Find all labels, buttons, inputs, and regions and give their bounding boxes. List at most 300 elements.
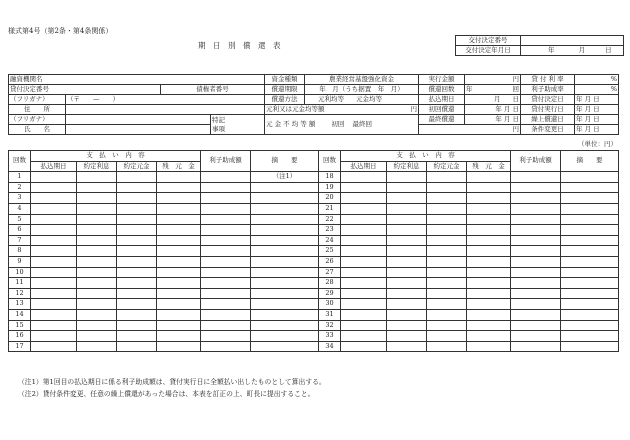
right-row-cell[interactable] bbox=[467, 278, 511, 289]
left-row-cell[interactable] bbox=[117, 267, 157, 278]
left-row-cell[interactable] bbox=[77, 267, 117, 278]
table-row bbox=[9, 214, 319, 225]
joken-hi: 日 bbox=[593, 125, 600, 133]
table-row bbox=[9, 225, 319, 236]
left-row-cell[interactable] bbox=[201, 267, 251, 278]
left-row-cell[interactable] bbox=[251, 309, 319, 320]
left-row-cell[interactable] bbox=[117, 182, 157, 193]
table-row bbox=[319, 203, 619, 214]
right-row-cell[interactable] bbox=[427, 320, 467, 331]
left-row-cell[interactable] bbox=[117, 214, 157, 225]
right-row-cell[interactable] bbox=[427, 309, 467, 320]
jikko-label: 実行金額 bbox=[419, 75, 465, 85]
right-row-cell[interactable] bbox=[387, 182, 427, 193]
left-row-cell[interactable] bbox=[117, 320, 157, 331]
left-row-cell[interactable] bbox=[31, 309, 77, 320]
left-row-cell[interactable] bbox=[157, 235, 201, 246]
jikkobi-nen: 年 bbox=[576, 105, 583, 113]
jikkobi-hi: 日 bbox=[593, 105, 600, 113]
left-row-cell[interactable] bbox=[117, 341, 157, 352]
table-row bbox=[9, 331, 319, 342]
right-row-cell[interactable] bbox=[561, 320, 619, 331]
shokai-nen: 年 bbox=[495, 105, 502, 113]
right-row-cell[interactable] bbox=[387, 214, 427, 225]
left-row-cell[interactable] bbox=[31, 341, 77, 352]
left-row-cell[interactable] bbox=[117, 288, 157, 299]
right-row-cell[interactable] bbox=[467, 288, 511, 299]
left-row-cell[interactable] bbox=[157, 288, 201, 299]
right-row-cell[interactable] bbox=[467, 267, 511, 278]
right-row-cell[interactable] bbox=[341, 309, 387, 320]
left-naiyo-header: 支 払 い 内 容 bbox=[31, 151, 201, 162]
left-row-cell[interactable] bbox=[201, 278, 251, 289]
josei-label: 利子助成率 bbox=[521, 85, 575, 95]
haraikomi-label: 払込期日 bbox=[419, 95, 465, 105]
right-row-cell[interactable] bbox=[467, 320, 511, 331]
right-row-cell[interactable] bbox=[387, 278, 427, 289]
right-tekiyo-header: 摘 要 bbox=[561, 151, 619, 172]
kuriage-hi: 日 bbox=[593, 115, 600, 123]
right-row-cell[interactable] bbox=[341, 288, 387, 299]
left-row-cell[interactable] bbox=[31, 193, 77, 204]
tokki-field[interactable] bbox=[211, 115, 265, 135]
left-row-cell[interactable] bbox=[117, 299, 157, 310]
left-row-number: 16 bbox=[9, 331, 31, 342]
right-row-number: 22 bbox=[319, 214, 341, 225]
left-row-cell[interactable] bbox=[157, 172, 201, 183]
right-row-cell[interactable] bbox=[511, 235, 561, 246]
left-row-cell[interactable] bbox=[201, 182, 251, 193]
jikkobi-field[interactable] bbox=[575, 105, 619, 115]
right-row-cell[interactable] bbox=[511, 172, 561, 183]
right-row-cell[interactable] bbox=[561, 331, 619, 342]
table-row bbox=[9, 341, 319, 352]
left-row-cell[interactable] bbox=[31, 278, 77, 289]
right-row-number: 25 bbox=[319, 246, 341, 257]
right-row-cell[interactable] bbox=[427, 256, 467, 267]
table-row bbox=[319, 341, 619, 352]
riritsu-field[interactable]: % bbox=[575, 75, 619, 85]
right-row-cell[interactable] bbox=[561, 278, 619, 289]
right-row-cell[interactable] bbox=[387, 320, 427, 331]
left-row-cell[interactable] bbox=[251, 278, 319, 289]
left-row-cell[interactable] bbox=[251, 235, 319, 246]
table-row bbox=[9, 267, 319, 278]
left-row-cell[interactable] bbox=[201, 320, 251, 331]
right-row-cell[interactable] bbox=[387, 299, 427, 310]
right-row-cell[interactable] bbox=[467, 256, 511, 267]
left-row-cell[interactable] bbox=[31, 320, 77, 331]
left-row-cell[interactable] bbox=[157, 203, 201, 214]
left-row-cell[interactable] bbox=[117, 246, 157, 257]
right-row-cell[interactable] bbox=[511, 331, 561, 342]
left-row-cell[interactable] bbox=[117, 193, 157, 204]
right-row-cell[interactable] bbox=[511, 256, 561, 267]
left-row-cell[interactable] bbox=[157, 309, 201, 320]
kofu-no-field[interactable] bbox=[521, 36, 624, 46]
left-row-cell[interactable] bbox=[117, 278, 157, 289]
right-row-cell[interactable] bbox=[511, 214, 561, 225]
table-row bbox=[319, 182, 619, 193]
left-row-cell[interactable] bbox=[31, 299, 77, 310]
left-row-cell[interactable] bbox=[77, 256, 117, 267]
right-row-cell[interactable] bbox=[387, 203, 427, 214]
right-row-cell[interactable] bbox=[511, 246, 561, 257]
left-row-cell[interactable] bbox=[77, 320, 117, 331]
left-row-cell[interactable] bbox=[31, 172, 77, 183]
left-row-cell[interactable] bbox=[201, 235, 251, 246]
left-row-cell[interactable] bbox=[77, 214, 117, 225]
left-row-cell[interactable] bbox=[117, 203, 157, 214]
furigana1-label: （フリガナ） bbox=[9, 95, 66, 105]
left-row-cell[interactable] bbox=[31, 182, 77, 193]
shimei-field[interactable] bbox=[66, 125, 211, 135]
haraikomi-hi: 日 bbox=[512, 95, 519, 103]
right-row-cell[interactable] bbox=[467, 341, 511, 352]
table-row bbox=[319, 267, 619, 278]
right-row-cell[interactable] bbox=[341, 172, 387, 183]
left-row-cell[interactable] bbox=[251, 214, 319, 225]
right-row-number: 34 bbox=[319, 341, 341, 352]
left-row-cell[interactable] bbox=[201, 341, 251, 352]
saishu-tsuki: 月 bbox=[503, 115, 511, 123]
left-row-cell[interactable] bbox=[117, 256, 157, 267]
left-row-cell[interactable] bbox=[117, 225, 157, 236]
right-row-cell[interactable] bbox=[561, 225, 619, 236]
right-row-cell[interactable] bbox=[341, 341, 387, 352]
right-row-cell[interactable] bbox=[467, 331, 511, 342]
left-row-cell[interactable] bbox=[117, 235, 157, 246]
right-row-cell[interactable] bbox=[427, 225, 467, 236]
left-row-cell[interactable] bbox=[157, 225, 201, 236]
right-row-cell[interactable] bbox=[511, 193, 561, 204]
page-title: 期 日 別 償 還 表 bbox=[198, 41, 281, 50]
kofu-year: 年 bbox=[548, 46, 555, 54]
kuriage-tsuki: 月 bbox=[584, 115, 592, 123]
left-row-cell[interactable] bbox=[31, 235, 77, 246]
right-row-cell[interactable] bbox=[341, 235, 387, 246]
right-row-cell[interactable] bbox=[387, 341, 427, 352]
right-row-cell[interactable] bbox=[561, 299, 619, 310]
right-row-cell[interactable] bbox=[341, 299, 387, 310]
kuriage-nen: 年 bbox=[576, 115, 583, 123]
left-row-cell[interactable] bbox=[251, 203, 319, 214]
right-row-number: 19 bbox=[319, 182, 341, 193]
left-row-cell[interactable] bbox=[157, 341, 201, 352]
right-row-cell[interactable] bbox=[467, 214, 511, 225]
left-row-cell[interactable] bbox=[251, 182, 319, 193]
haraikomi-tsuki: 月 bbox=[494, 95, 501, 103]
right-row-cell[interactable] bbox=[427, 182, 467, 193]
left-row-cell[interactable] bbox=[77, 299, 117, 310]
right-row-cell[interactable] bbox=[427, 331, 467, 342]
tokki-label-2: 事項 bbox=[212, 124, 225, 133]
joken-field[interactable] bbox=[575, 125, 619, 135]
right-row-cell[interactable] bbox=[427, 299, 467, 310]
gankin-shokai: 初回 bbox=[331, 120, 345, 128]
left-haraikomi-header: 払込期日 bbox=[31, 161, 77, 172]
right-row-cell[interactable] bbox=[341, 246, 387, 257]
hoho-gankin: 元金均等 bbox=[356, 95, 382, 103]
left-row-cell[interactable] bbox=[201, 193, 251, 204]
kaisu-label: 償還回数 bbox=[419, 85, 465, 95]
right-row-cell[interactable] bbox=[387, 172, 427, 183]
left-row-cell[interactable] bbox=[31, 225, 77, 236]
gankin-field[interactable] bbox=[265, 115, 419, 135]
right-row-cell[interactable] bbox=[427, 203, 467, 214]
right-row-cell[interactable] bbox=[511, 225, 561, 236]
left-row-cell[interactable] bbox=[117, 331, 157, 342]
josei-field[interactable]: % bbox=[575, 85, 619, 95]
left-row-cell[interactable] bbox=[77, 341, 117, 352]
right-row-cell[interactable] bbox=[387, 256, 427, 267]
right-row-cell[interactable] bbox=[561, 172, 619, 183]
left-row-cell[interactable] bbox=[31, 246, 77, 257]
right-row-cell[interactable] bbox=[561, 309, 619, 320]
right-row-cell[interactable] bbox=[467, 235, 511, 246]
kofu-date-label: 交付決定年月日 bbox=[456, 46, 521, 56]
saishu-field[interactable] bbox=[465, 115, 521, 125]
left-row-cell[interactable] bbox=[201, 299, 251, 310]
left-row-cell[interactable] bbox=[201, 288, 251, 299]
right-row-cell[interactable] bbox=[511, 320, 561, 331]
right-row-cell[interactable] bbox=[427, 235, 467, 246]
right-row-cell[interactable] bbox=[427, 267, 467, 278]
ketteibi-label: 貸付決定日 bbox=[521, 95, 575, 105]
left-row-cell[interactable] bbox=[77, 288, 117, 299]
left-row-cell[interactable] bbox=[77, 182, 117, 193]
left-row-cell[interactable] bbox=[77, 172, 117, 183]
right-row-cell[interactable] bbox=[561, 203, 619, 214]
kikan-label: 償還期限 bbox=[265, 85, 305, 95]
right-row-cell[interactable] bbox=[561, 193, 619, 204]
left-row-cell[interactable] bbox=[201, 172, 251, 183]
kaisu-unit: 回 bbox=[512, 85, 519, 93]
right-row-cell[interactable] bbox=[511, 299, 561, 310]
right-row-cell[interactable] bbox=[427, 172, 467, 183]
left-row-cell[interactable] bbox=[31, 214, 77, 225]
left-row-cell[interactable] bbox=[157, 299, 201, 310]
right-row-number: 30 bbox=[319, 299, 341, 310]
joken-tsuki: 月 bbox=[584, 125, 592, 133]
left-row-cell[interactable] bbox=[77, 309, 117, 320]
right-row-number: 33 bbox=[319, 331, 341, 342]
right-row-cell[interactable] bbox=[561, 235, 619, 246]
left-row-cell[interactable] bbox=[31, 267, 77, 278]
left-row-cell[interactable] bbox=[77, 235, 117, 246]
left-row-cell[interactable] bbox=[251, 225, 319, 236]
left-row-cell[interactable] bbox=[201, 256, 251, 267]
left-row-cell[interactable] bbox=[157, 193, 201, 204]
left-row-cell[interactable] bbox=[251, 341, 319, 352]
kuriage-label: 繰上償還日 bbox=[521, 115, 575, 125]
right-row-cell[interactable] bbox=[561, 214, 619, 225]
left-row-cell[interactable] bbox=[77, 246, 117, 257]
note-2: （注2）貸付条件変更、任意の繰上償還があった場合は、本表を訂正の上、町長に提出すること。 bbox=[18, 390, 315, 398]
schedule-left bbox=[8, 150, 319, 352]
right-row-number: 27 bbox=[319, 267, 341, 278]
kofu-date-field[interactable] bbox=[521, 46, 624, 56]
right-row-cell[interactable] bbox=[427, 288, 467, 299]
left-row-cell[interactable] bbox=[31, 288, 77, 299]
right-row-cell[interactable] bbox=[467, 172, 511, 183]
right-row-cell[interactable] bbox=[511, 278, 561, 289]
right-row-cell[interactable] bbox=[341, 267, 387, 278]
left-row-cell[interactable] bbox=[117, 172, 157, 183]
right-row-cell[interactable] bbox=[341, 278, 387, 289]
left-gankin-header: 約定元金 bbox=[117, 161, 157, 172]
left-risoku-header: 約定利息 bbox=[77, 161, 117, 172]
left-row-cell[interactable] bbox=[77, 278, 117, 289]
shokai-field[interactable] bbox=[465, 105, 521, 115]
left-row-cell[interactable] bbox=[31, 203, 77, 214]
left-row-cell[interactable] bbox=[251, 246, 319, 257]
right-row-cell[interactable] bbox=[387, 193, 427, 204]
right-row-cell[interactable] bbox=[511, 288, 561, 299]
left-row-cell[interactable] bbox=[201, 246, 251, 257]
left-row-cell[interactable] bbox=[117, 309, 157, 320]
right-row-cell[interactable] bbox=[387, 235, 427, 246]
left-row-cell[interactable] bbox=[157, 267, 201, 278]
kofu-box bbox=[455, 35, 624, 56]
haraikomi-field[interactable] bbox=[465, 95, 521, 105]
right-row-cell[interactable] bbox=[341, 182, 387, 193]
kuriage-field[interactable] bbox=[575, 115, 619, 125]
right-row-cell[interactable] bbox=[341, 193, 387, 204]
left-row-cell[interactable] bbox=[77, 203, 117, 214]
left-row-cell[interactable] bbox=[251, 256, 319, 267]
left-row-number: 9 bbox=[9, 256, 31, 267]
left-row-cell[interactable] bbox=[157, 278, 201, 289]
jusho-field[interactable] bbox=[66, 105, 265, 115]
right-row-cell[interactable] bbox=[387, 288, 427, 299]
left-row-cell[interactable] bbox=[201, 214, 251, 225]
right-row-cell[interactable] bbox=[467, 193, 511, 204]
left-row-number: 10 bbox=[9, 267, 31, 278]
ganri-field[interactable] bbox=[265, 105, 419, 115]
right-row-number: 26 bbox=[319, 256, 341, 267]
table-row bbox=[9, 235, 319, 246]
right-row-number: 31 bbox=[319, 309, 341, 320]
left-row-number: 17 bbox=[9, 341, 31, 352]
right-row-cell[interactable] bbox=[467, 182, 511, 193]
kaisu-field[interactable] bbox=[465, 85, 521, 95]
right-row-cell[interactable] bbox=[467, 225, 511, 236]
left-row-cell[interactable] bbox=[251, 299, 319, 310]
right-row-cell[interactable] bbox=[561, 246, 619, 257]
right-row-cell[interactable] bbox=[387, 309, 427, 320]
left-row-cell[interactable] bbox=[157, 214, 201, 225]
left-row-cell[interactable] bbox=[31, 256, 77, 267]
left-row-cell[interactable] bbox=[157, 320, 201, 331]
right-row-cell[interactable] bbox=[511, 203, 561, 214]
right-row-cell[interactable] bbox=[341, 331, 387, 342]
left-row-cell[interactable] bbox=[201, 203, 251, 214]
right-row-cell[interactable] bbox=[427, 214, 467, 225]
right-row-cell[interactable] bbox=[341, 320, 387, 331]
left-row-cell[interactable] bbox=[251, 331, 319, 342]
right-row-cell[interactable] bbox=[561, 256, 619, 267]
right-row-number: 28 bbox=[319, 278, 341, 289]
right-row-cell[interactable] bbox=[561, 182, 619, 193]
shokai-tsuki: 月 bbox=[503, 105, 511, 113]
chu1-note[interactable]: （注1） bbox=[251, 172, 319, 183]
left-row-cell[interactable] bbox=[251, 288, 319, 299]
right-row-cell[interactable] bbox=[387, 267, 427, 278]
ganri-label: 元利又は元金均等額 bbox=[266, 105, 325, 113]
furigana2-field[interactable] bbox=[66, 115, 211, 125]
jikko-field[interactable]: 円 bbox=[465, 75, 521, 85]
ketteibi-nen: 年 bbox=[576, 95, 583, 103]
left-row-cell[interactable] bbox=[157, 182, 201, 193]
right-row-cell[interactable] bbox=[341, 214, 387, 225]
left-row-cell[interactable] bbox=[31, 331, 77, 342]
left-row-cell[interactable] bbox=[201, 331, 251, 342]
table-row bbox=[319, 256, 619, 267]
postal-field[interactable]: （〒 — ） bbox=[66, 95, 265, 105]
right-row-cell[interactable] bbox=[467, 309, 511, 320]
right-row-cell[interactable] bbox=[561, 288, 619, 299]
right-row-cell[interactable] bbox=[561, 267, 619, 278]
hoho-value bbox=[305, 95, 419, 105]
right-row-cell[interactable] bbox=[341, 225, 387, 236]
right-row-cell[interactable] bbox=[427, 193, 467, 204]
hoho-ganri: 元利均等 bbox=[318, 95, 344, 103]
table-row bbox=[9, 299, 319, 310]
right-row-cell[interactable] bbox=[387, 225, 427, 236]
table-row bbox=[319, 235, 619, 246]
left-row-cell[interactable] bbox=[251, 193, 319, 204]
left-row-cell[interactable] bbox=[77, 331, 117, 342]
left-row-cell[interactable] bbox=[77, 225, 117, 236]
right-row-cell[interactable] bbox=[427, 341, 467, 352]
left-row-cell[interactable] bbox=[157, 256, 201, 267]
left-row-cell[interactable] bbox=[251, 320, 319, 331]
left-row-cell[interactable] bbox=[157, 331, 201, 342]
right-row-cell[interactable] bbox=[467, 203, 511, 214]
right-row-cell[interactable] bbox=[387, 246, 427, 257]
right-row-cell[interactable] bbox=[511, 309, 561, 320]
left-row-cell[interactable] bbox=[251, 267, 319, 278]
left-row-number: 1 bbox=[9, 172, 31, 183]
table-row bbox=[319, 331, 619, 342]
table-row bbox=[9, 203, 319, 214]
right-row-cell[interactable] bbox=[511, 267, 561, 278]
right-row-cell[interactable] bbox=[511, 341, 561, 352]
right-row-cell[interactable] bbox=[467, 246, 511, 257]
saishu-nen: 年 bbox=[495, 115, 502, 123]
left-row-number: 7 bbox=[9, 235, 31, 246]
left-row-cell[interactable] bbox=[77, 193, 117, 204]
right-row-cell[interactable] bbox=[467, 299, 511, 310]
right-row-cell[interactable] bbox=[427, 278, 467, 289]
right-gankin-header: 約定元金 bbox=[427, 161, 467, 172]
right-row-cell[interactable] bbox=[341, 203, 387, 214]
kikan-value: 年 月（うち据置 年 月） bbox=[305, 85, 419, 95]
gankin-label: 元 金 不 均 等 額 bbox=[266, 120, 316, 128]
right-row-cell[interactable] bbox=[511, 182, 561, 193]
ketteibi-field[interactable] bbox=[575, 95, 619, 105]
right-row-cell[interactable] bbox=[561, 341, 619, 352]
left-row-cell[interactable] bbox=[157, 246, 201, 257]
right-row-cell[interactable] bbox=[341, 256, 387, 267]
right-row-cell[interactable] bbox=[427, 246, 467, 257]
left-row-cell[interactable] bbox=[201, 225, 251, 236]
right-row-cell[interactable] bbox=[387, 331, 427, 342]
left-row-cell[interactable] bbox=[201, 309, 251, 320]
tokki-label-1: 特記 bbox=[212, 115, 225, 124]
saiken-no-label: 債権者番号 bbox=[161, 85, 265, 95]
